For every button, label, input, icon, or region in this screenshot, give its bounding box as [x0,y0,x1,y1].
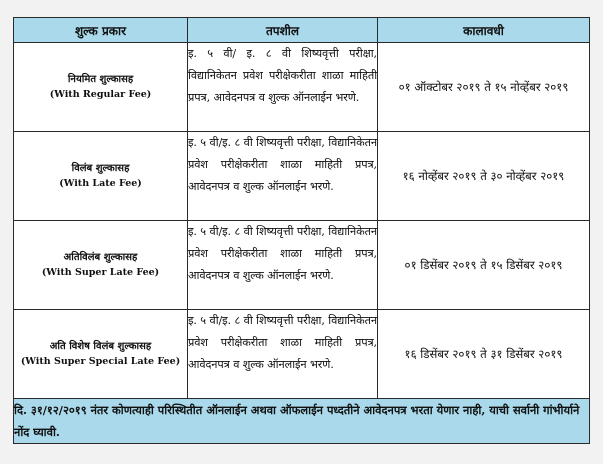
fee-detail-cell: इ. ५ वी/इ. ८ वी शिष्यवृत्ती परीक्षा, विद्यानिकेतन प्रवेश परीक्षेकरीता शाळा माहिती प्रपत्र, आवेदनपत्र व शुल्क ऑनलाईन भरणे. [188,132,378,221]
fee-type-english: (With Super Special Late Fee) [20,356,181,367]
fee-detail-cell: इ. ५ वी/इ. ८ वी शिष्यवृत्ती परीक्षा, विद्यानिकेतन प्रवेश परीक्षेकरीता शाळा माहिती प्रपत्र, आवेदनपत्र व शुल्क ऑनलाईन भरणे. [188,221,378,310]
fee-period-cell: १६ नोव्हेंबर २०१९ ते ३० नोव्हेंबर २०१९ [378,132,590,221]
fee-period-cell: १६ डिसेंबर २०१९ ते ३१ डिसेंबर २०१९ [378,310,590,399]
fee-type-marathi: नियमित शुल्कासह [67,74,134,85]
fee-type-english: (With Late Fee) [59,178,142,189]
fee-type-english: (With Super Late Fee) [41,267,160,278]
fee-type-cell [14,132,188,221]
fee-type-marathi: विलंब शुल्कासह [71,163,130,174]
table-row-late-fee [14,132,590,221]
fee-type-marathi: अतिविलंब शुल्कासह [63,252,138,263]
table-row-regular-fee [14,43,590,132]
fee-schedule-table [13,17,590,444]
deadline-note: दि. ३१/१२/२०१९ नंतर कोणत्याही परिस्थितीत ऑनलाईन अथवा ऑफलाईन पध्दतीने आवेदनपत्र भरता येणार नाही, याची सर्वानी गांभीर्याने नोंद घ्यावी. [14,399,590,444]
fee-type-cell [14,221,188,310]
fee-type-cell [14,43,188,132]
fee-detail-cell: इ. ५ वी/ इ. ८ वी शिष्यवृत्ती परीक्षा, विद्यानिकेतन प्रवेश परीक्षेकरीता शाळा माहिती प्रपत्र, आवेदनपत्र व शुल्क ऑनलाईन भरणे. [188,43,378,132]
header-details: तपशील [188,18,378,43]
fee-period-cell: ०१ डिसेंबर २०१९ ते १५ डिसेंबर २०१९ [378,221,590,310]
fee-type-marathi: अति विशेष विलंब शुल्कासह [49,341,152,352]
table-row-super-special-late-fee [14,310,590,399]
fee-type-cell [14,310,188,399]
table-header-row [14,18,590,43]
table-note-row [14,399,590,444]
fee-type-english: (With Regular Fee) [49,89,152,100]
fee-period-cell: ०१ ऑक्टोबर २०१९ ते १५ नोव्हेंबर २०१९ [378,43,590,132]
table-row-super-late-fee [14,221,590,310]
header-fee-type: शुल्क प्रकार [14,18,188,43]
header-period: कालावधी [378,18,590,43]
fee-detail-cell: इ. ५ वी/इ. ८ वी शिष्यवृत्ती परीक्षा, विद्यानिकेतन प्रवेश परीक्षेकरीता शाळा माहिती प्रपत्र, आवेदनपत्र व शुल्क ऑनलाईन भरणे. [188,310,378,399]
